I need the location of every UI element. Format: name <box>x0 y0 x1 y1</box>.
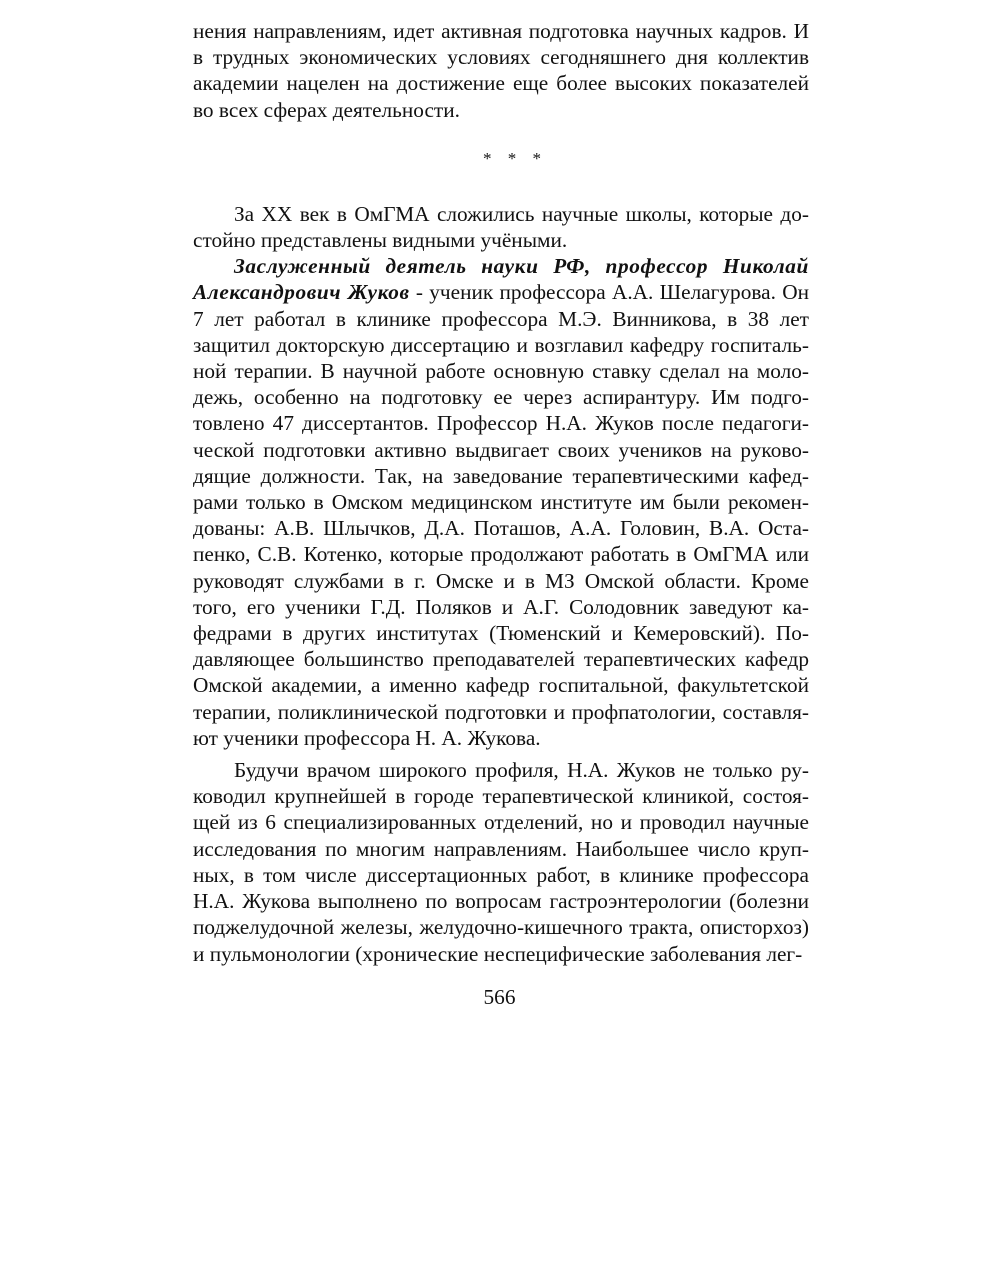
document-page <box>193 18 809 967</box>
zhukov-text: - ученик профессора А.А. Шелагурова. Он 7 лет работал в клинике профессора М.Э. Винникова, в 38 лет защитил докторскую диссертацию и возглавил кафедру госпитальной терапии. В научной работе основную ставку сделал на молодежь, особенно на подготовку ее через аспирантуру. Им подготовлено 47 диссертантов. Профессор Н.А. Жуков после педагогической подготовки активно выдвигает своих учеников на руководящие должности. Так, на заведование терапевтическими кафедрами только в Омском медицинском институте им были рекомендованы: А.В. Шлычков, Д.А. Поташов, А.А. Головин, В.А. Остапенко, С.В. Котенко, которые продолжают работать в ОмГМА или руководят службами в г. Омске и в МЗ Омской области. Кроме того, его ученики Г.Д. Поляков и А.Г. Солодовник заведуют кафедрами в других институтах (Тюменский и Кемеровский). Подавляющее большинство преподавателей терапевтических кафедр Омской академии, а именно кафедр госпитальной, факультетской терапии, поликлинической подготовки и профпатологии, составляют ученики профессора Н. А. Жукова. <box>193 280 809 750</box>
zhukov-heading: Заслуженный деятель науки РФ, профессор Николай Александрович Жуков <box>193 254 809 305</box>
clinic-paragraph: Будучи врачом широкого профиля, Н.А. Жуков не только руководил крупнейшей в городе терапевтической клиникой, состоящей из 6 специализированных отделений, но и проводил научные исследования по многим направлениям. Наибольшее число крупных, в том числе диссертационных работ, в клинике профессора Н.А. Жукова выполнено по вопросам гастроэнтерологии (болезни поджелудочной железы, желудочно-кишечного тракта, описторхоз) и пульмонологии (хронические неспецифические заболевания лег- <box>193 758 809 966</box>
schools-paragraph: За XX век в ОмГМА сложились научные школы, которые достойно представлены видными учёными. <box>193 201 809 253</box>
section-separator: * * * <box>483 148 547 168</box>
intro-paragraph: нения направлениям, идет активная подготовка научных кадров. И в трудных экономических условиях сегодняшнего дня коллектив академии нацелен на достижение еще более высоких показателей во всех сферах деятельности. <box>193 19 809 122</box>
page-number: 566 <box>483 985 516 1009</box>
zhukov-paragraph <box>193 253 809 751</box>
